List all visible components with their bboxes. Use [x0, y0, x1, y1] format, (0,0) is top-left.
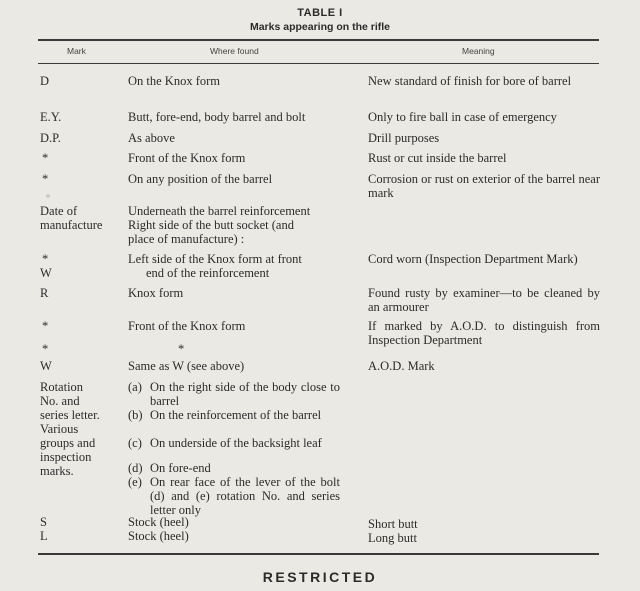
meaning-cell: Only to fire ball in case of emergency	[368, 110, 557, 124]
mark-cell: marks.	[40, 464, 74, 478]
column-header-where: Where found	[210, 46, 259, 56]
mark-cell: *	[42, 172, 49, 186]
mark-cell: R	[40, 286, 49, 300]
meaning-cell: Short butt	[368, 517, 418, 531]
paper-blemish	[46, 194, 50, 198]
where-cell: Knox form	[128, 286, 184, 300]
mark-cell: *	[42, 252, 49, 266]
meaning-cell: Found rusty by examiner—to be cleaned by an armourer	[368, 286, 600, 314]
meaning-cell: Drill purposes	[368, 131, 440, 145]
header-rule	[38, 63, 599, 64]
mark-cell: W	[40, 359, 52, 373]
mark-cell: manufacture	[40, 218, 103, 232]
where-cell: On the Knox form	[128, 74, 220, 88]
mark-cell: Rotation	[40, 380, 84, 394]
meaning-cell: New standard of finish for bore of barrel	[368, 74, 572, 88]
mark-cell: No. and	[40, 394, 80, 408]
item-label: (e)	[128, 475, 142, 489]
item-text: On rear face of the lever of the bolt (d) and (e) rotation No. and series letter only	[150, 475, 340, 517]
where-cell: Underneath the barrel reinforcement	[128, 204, 311, 218]
item-text: On the right side of the body close to barrel	[150, 380, 340, 408]
where-cell: Front of the Knox form	[128, 319, 246, 333]
where-cell: Left side of the Knox form at front	[128, 252, 302, 266]
meaning-cell: A.O.D. Mark	[368, 359, 435, 373]
mark-cell: E.Y.	[40, 110, 62, 124]
restricted-label: RESTRICTED	[262, 569, 378, 585]
top-rule	[38, 39, 599, 41]
column-header-meaning: Meaning	[462, 46, 495, 56]
column-header-mark: Mark	[67, 46, 86, 56]
meaning-cell: Rust or cut inside the barrel	[368, 151, 507, 165]
meaning-cell: Corrosion or rust on exterior of the barrel near mark	[368, 172, 600, 200]
item-text: On fore-end	[150, 461, 211, 475]
mark-cell: inspection	[40, 450, 92, 464]
item-text: On the reinforcement of the barrel	[150, 408, 322, 422]
mark-cell: S	[40, 515, 47, 529]
where-cell: Front of the Knox form	[128, 151, 246, 165]
item-text: On underside of the backsight leaf	[150, 436, 322, 450]
mark-cell: *	[42, 342, 49, 356]
table-title: TABLE I	[297, 7, 343, 19]
where-cell: On any position of the barrel	[128, 172, 273, 186]
mark-cell: W	[40, 266, 52, 280]
mark-cell: D.P.	[40, 131, 61, 145]
where-cell: Right side of the butt socket (and	[128, 218, 294, 232]
where-cell: As above	[128, 131, 175, 145]
mark-cell: series letter.	[40, 408, 100, 422]
mark-cell: Various	[40, 422, 79, 436]
where-cell: Butt, fore-end, body barrel and bolt	[128, 110, 306, 124]
item-label: (d)	[128, 461, 143, 475]
mark-cell: *	[42, 319, 49, 333]
mark-cell: Date of	[40, 204, 78, 218]
meaning-cell: Long butt	[368, 531, 417, 545]
where-cell: place of manufacture) :	[128, 232, 245, 246]
mark-cell: *	[42, 151, 49, 165]
where-cell: Stock (heel)	[128, 529, 189, 543]
bottom-rule	[38, 553, 599, 555]
where-cell: Same as W (see above)	[128, 359, 245, 373]
mark-cell: L	[40, 529, 48, 543]
item-label: (b)	[128, 408, 143, 422]
mark-cell: groups and	[40, 436, 96, 450]
where-cell: *	[178, 342, 185, 356]
where-cell: Stock (heel)	[128, 515, 189, 529]
table-subtitle: Marks appearing on the rifle	[249, 21, 391, 33]
meaning-cell: Cord worn (Inspection Department Mark)	[368, 252, 578, 266]
item-label: (c)	[128, 436, 142, 450]
mark-cell: D	[40, 74, 50, 88]
where-cell: end of the reinforcement	[146, 266, 270, 280]
meaning-cell: If marked by A.O.D. to distinguish from Inspection Department	[368, 319, 600, 347]
item-label: (a)	[128, 380, 142, 394]
